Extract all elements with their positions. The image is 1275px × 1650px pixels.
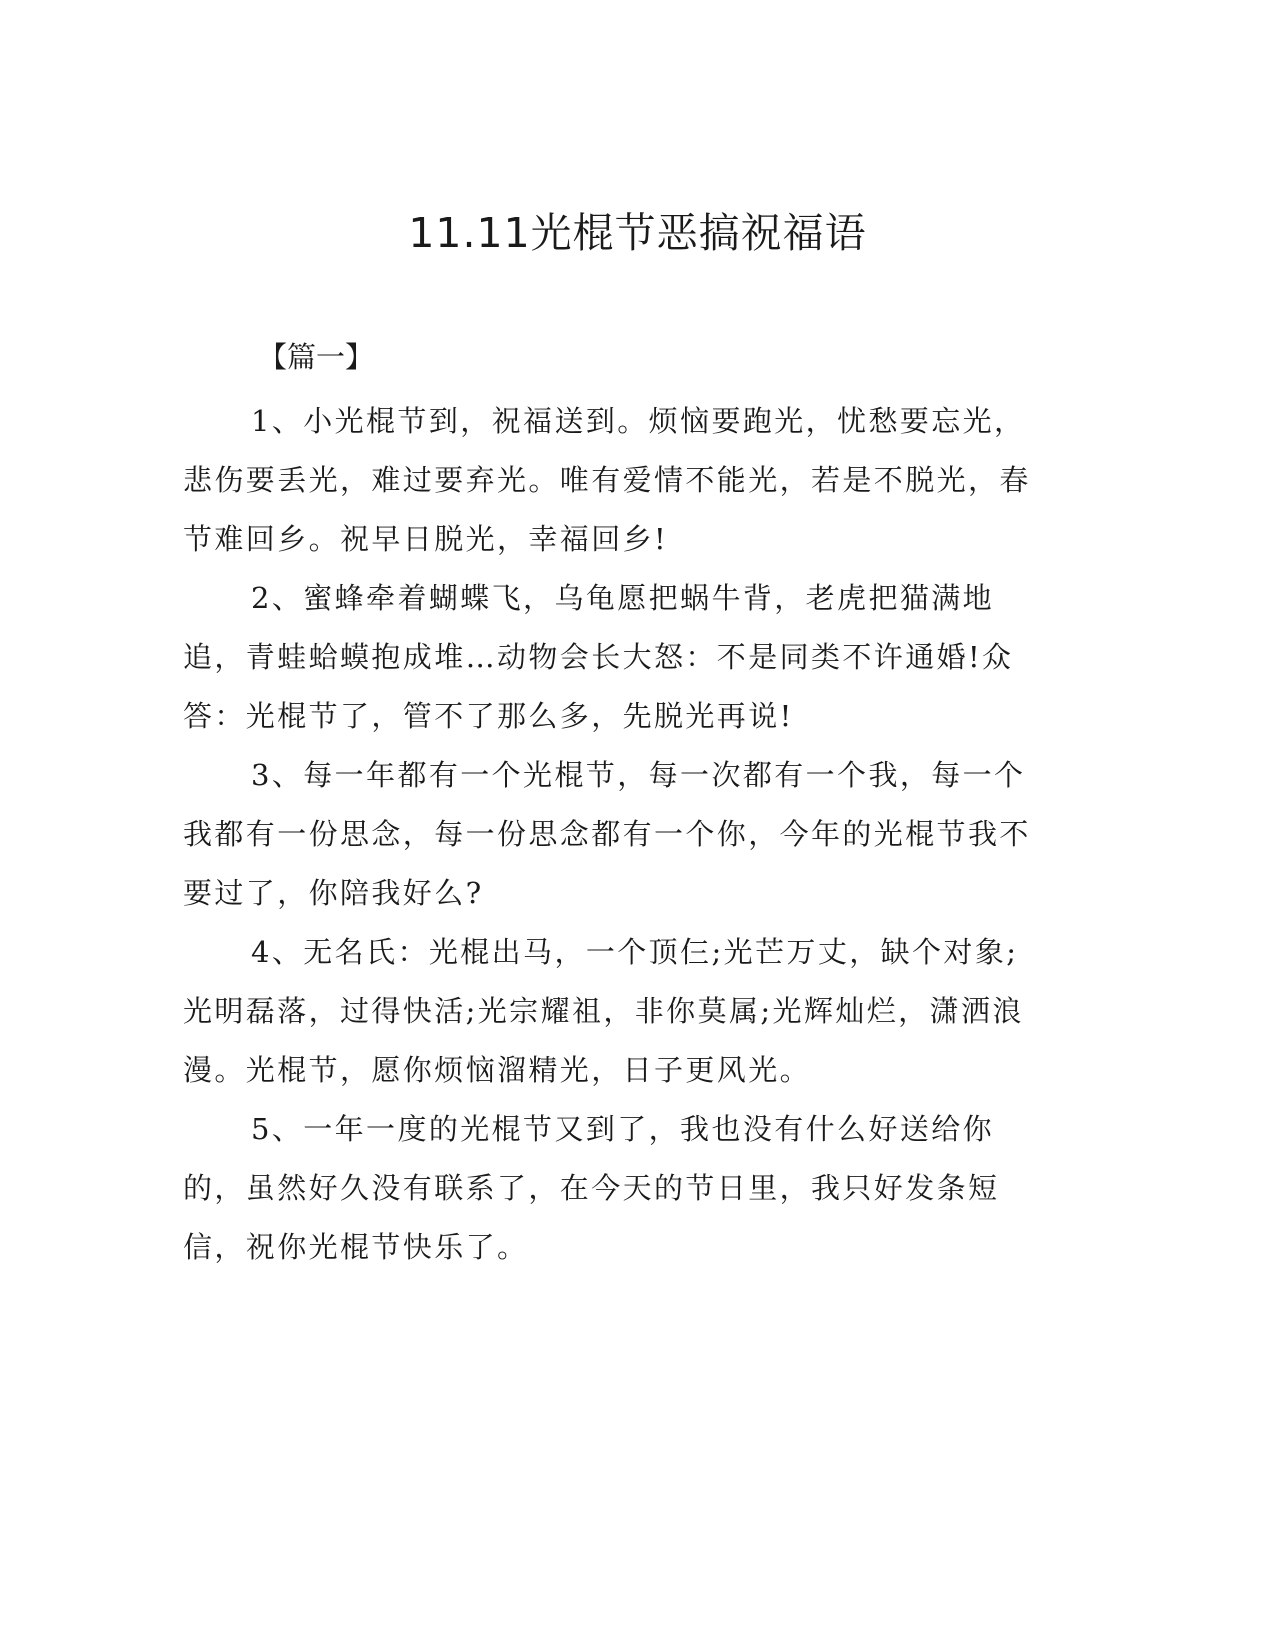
paragraph-3: 3、每一年都有一个光棍节，每一次都有一个我，每一个我都有一份思念，每一份思念都有一个你，今年的光棍节我不要过了，你陪我好么? xyxy=(183,758,1031,910)
paragraph-4: 4、无名氏：光棍出马，一个顶仨;光芒万丈，缺个对象;光明磊落，过得快活;光宗耀祖，非你莫属;光辉灿烂，潇洒浪漫。光棍节，愿你烦恼溜精光，日子更风光。 xyxy=(183,935,1024,1087)
paragraph-2: 2、蜜蜂牵着蝴蝶飞，乌龟愿把蜗牛背，老虎把猫满地追，青蛙蛤蟆抱成堆…动物会长大怒：不是同类不许通婚!众答：光棍节了，管不了那么多，先脱光再说! xyxy=(183,581,1014,733)
paragraph-5: 5、一年一度的光棍节又到了，我也没有什么好送给你的，虽然好久没有联系了，在今天的节日里，我只好发条短信，祝你光棍节快乐了。 xyxy=(183,1112,1000,1264)
body-text xyxy=(183,392,1043,1277)
paragraph-1: 1、小光棍节到，祝福送到。烦恼要跑光，忧愁要忘光，悲伤要丢光，难过要弃光。唯有爱情不能光，若是不脱光，春节难回乡。祝早日脱光，幸福回乡! xyxy=(183,404,1031,556)
document-title: 11.11光棍节恶搞祝福语 xyxy=(408,209,867,257)
section-heading: 【篇一】 xyxy=(258,340,375,374)
